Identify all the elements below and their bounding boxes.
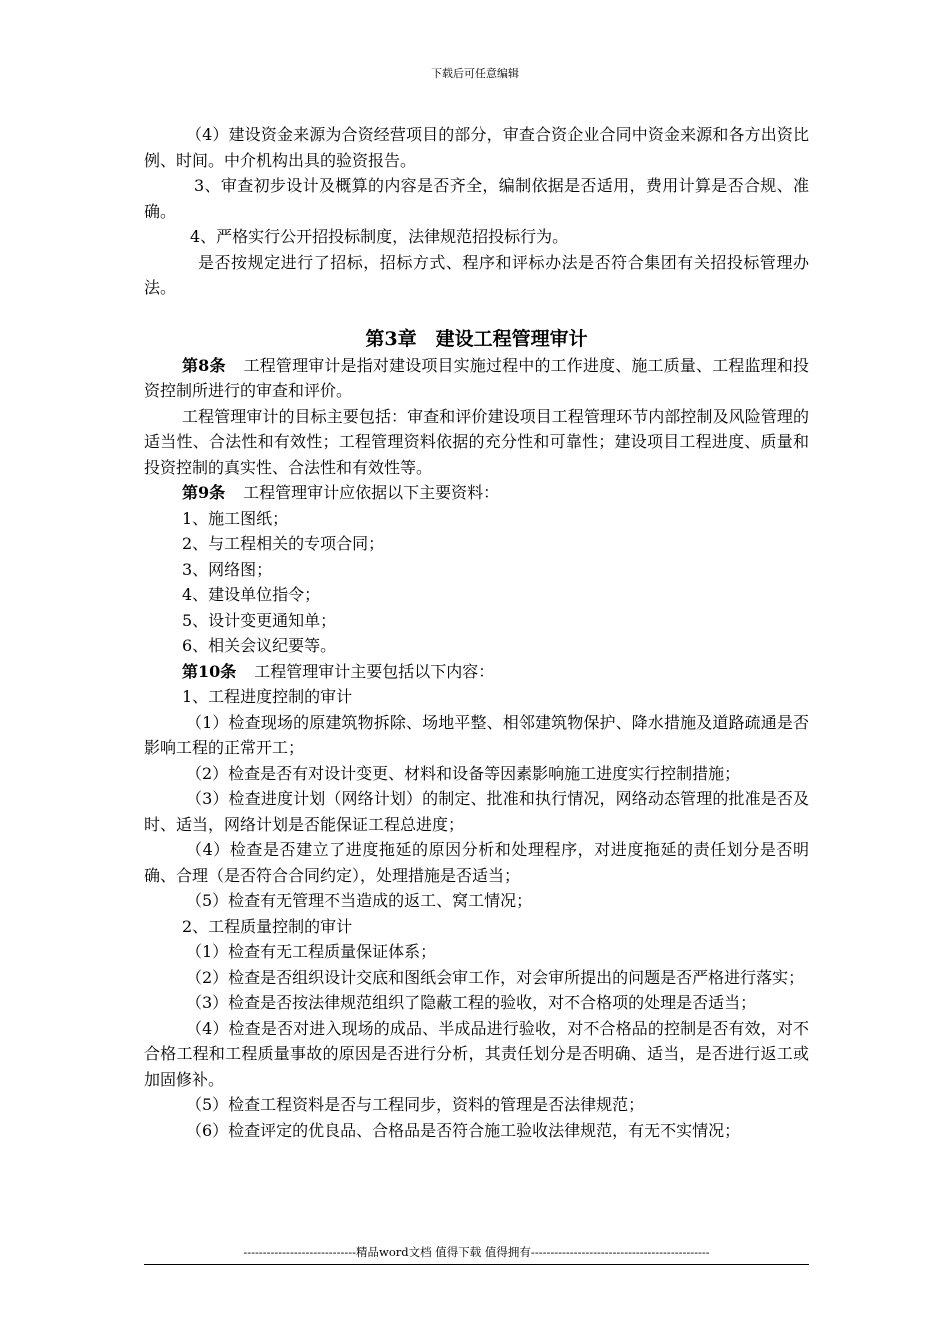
section-2-title: 2、工程质量控制的审计 (182, 916, 353, 936)
list-item: （6）检查评定的优良品、合格品是否符合施工验收法律规范，有无不实情况； (186, 1120, 741, 1140)
list-item: （2）检查是否有对设计变更、材料和设备等因素影响施工进度实行控制措施； (186, 763, 741, 783)
list-item: （3）检查是否按法律规范组织了隐蔽工程的验收，对不合格项的处理是否适当； (186, 993, 757, 1012)
article-9-text: 工程管理审计应依据以下主要资料： (243, 483, 500, 502)
list-item: （5）检查有无管理不当造成的返工、窝工情况； (186, 891, 533, 910)
list-item: （4）检查是否建立了进度拖延的原因分析和处理程序，对进度拖延的责任划分是否明确、合理（是否符合合同约定），处理措施是否适当； (144, 840, 809, 885)
article-9-label: 第9条 (182, 483, 226, 502)
page-header: 下载后可任意编辑 (431, 67, 519, 80)
paragraph-design-review: 3、审查初步设计及概算的内容是否齐全，编制依据是否适用，费用计算是否合规、准确。 (144, 176, 809, 221)
document-body (144, 122, 809, 1143)
chapter-title: 第3章 建设工程管理审计 (365, 327, 588, 350)
list-item: （2）检查是否组织设计交底和图纸会审工作，对会审所提出的问题是否严格进行落实； (186, 967, 805, 987)
article-9 (144, 480, 809, 506)
paragraph-bidding-rule: 4、严格实行公开招投标制度，法律规范招投标行为。 (190, 227, 569, 246)
list-item: （1）检查有无工程质量保证体系； (186, 942, 437, 961)
list-item: （1）检查现场的原建筑物拆除、场地平整、相邻建筑物保护、降水措施及道路疏通是否影响工程的正常开工； (144, 712, 809, 757)
article-8-text: 工程管理审计是指对建设项目实施过程中的工作进度、施工质量、工程监理和投资控制所进行的审查和评价。 (144, 355, 809, 400)
list-item: （4）检查是否对进入现场的成品、半成品进行验收，对不合格品的控制是否有效，对不合格工程和工程质量事故的原因是否进行分析，其责任划分是否明确、适当，是否进行返工或加固修补。 (144, 1018, 809, 1089)
list-item: 2、与工程相关的专项合同； (182, 534, 385, 553)
article-8-label: 第8条 (182, 355, 226, 375)
footer-divider (144, 1264, 809, 1265)
list-item: 1、施工图纸； (182, 508, 289, 528)
list-item: （5）检查工程资料是否与工程同步，资料的管理是否法律规范； (186, 1095, 645, 1114)
list-item: 6、相关会议纪要等。 (182, 636, 337, 655)
list-item: （3）检查进度计划（网络计划）的制定、批准和执行情况，网络动态管理的批准是否及时、适当，网络计划是否能保证工程总进度； (144, 789, 809, 834)
article-10-label: 第10条 (182, 661, 237, 681)
page-footer (144, 1244, 809, 1265)
article-10-text: 工程管理审计主要包括以下内容： (254, 661, 495, 681)
section-1-title: 1、工程进度控制的审计 (182, 687, 353, 706)
article-10 (144, 659, 809, 685)
article-8 (144, 353, 809, 404)
list-item: 5、设计变更通知单； (182, 610, 337, 630)
list-item: 4、建设单位指令； (182, 585, 321, 604)
list-item: 3、网络图； (182, 559, 273, 579)
paragraph-bidding-check: 是否按规定进行了招标，招标方式、程序和评标办法是否符合集团有关招投标管理办法。 (144, 252, 809, 297)
audit-goals: 工程管理审计的目标主要包括：审查和评价建设项目工程管理环节内部控制及风险管理的适当性、合法性和有效性；工程管理资料依据的充分性和可靠性；建设项目工程进度、质量和投资控制的真实性、合法性和有效性等。 (144, 406, 809, 477)
footer-text: -----------------------------精品word文档 值得下载 值得拥有---------------------------------------------- (243, 1245, 710, 1259)
paragraph-funding-source: （4）建设资金来源为合资经营项目的部分，审查合资企业合同中资金来源和各方出资比例、时间。中介机构出具的验资报告。 (144, 125, 809, 170)
